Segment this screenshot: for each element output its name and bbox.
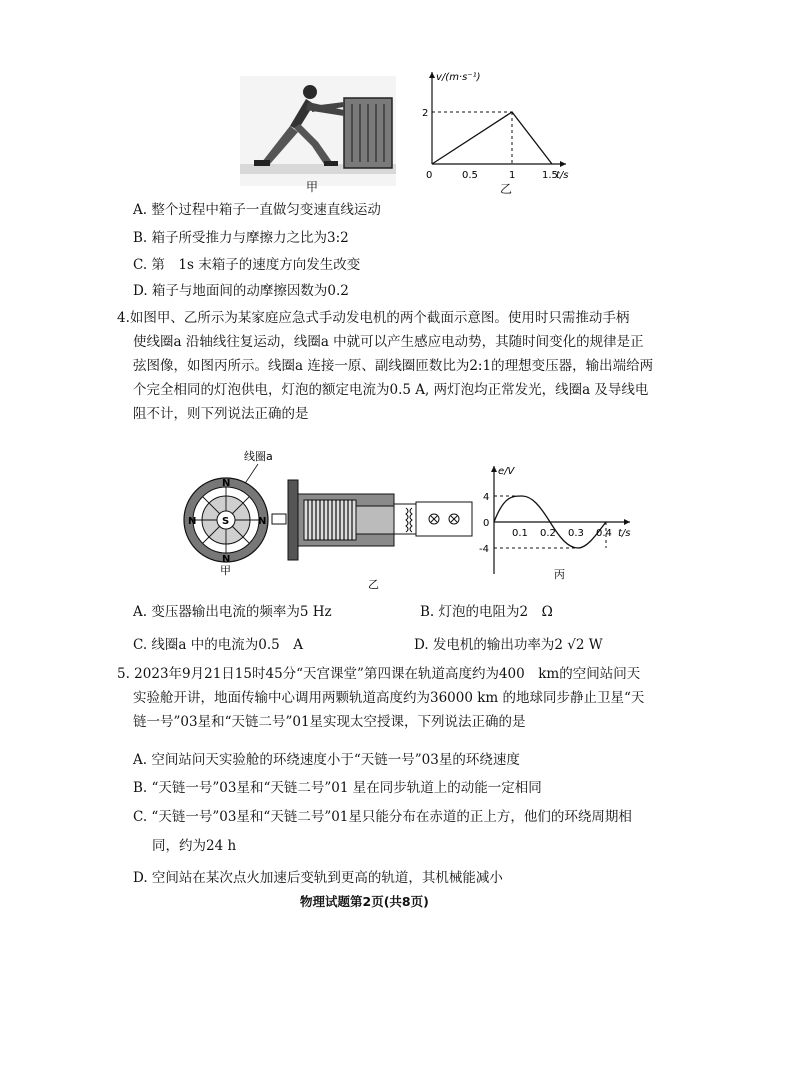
q4-figure-generator [180, 442, 476, 590]
q3-vt-graph [420, 66, 570, 196]
et-xtick-1: 0.1 [512, 528, 528, 539]
q3-option-a: A. 整个过程中箱子一直做匀变速直线运动 [133, 202, 381, 218]
pole-n-right: N [258, 516, 267, 527]
q5-option-a: A. 空间站问天实验舱的环绕速度小于“天链一号”03星的环绕速度 [133, 752, 520, 768]
vt-xtick-3: 1.5 [542, 170, 558, 181]
q3-label-yi: 乙 [500, 182, 513, 196]
q4-option-c: C. 线圈a 中的电流为0.5 A [133, 637, 303, 653]
q5-option-c: C. “天链一号”03星和“天链二号”01星只能分布在赤道的正上方，他们的环绕周期相 [133, 809, 632, 825]
et-xtick-4: 0.4 [596, 528, 612, 539]
vt-xlabel: t/s [556, 170, 569, 181]
q5-stem-line-1: 5. 2023年9月21日15时45分“天宫课堂”第四课在轨道高度约为400 km的空间站问天 [117, 666, 641, 682]
q4-stem [117, 306, 717, 426]
et-ylabel: e/V [498, 466, 515, 477]
q3-option-b: B. 箱子所受推力与摩擦力之比为3:2 [133, 230, 349, 246]
label-jia: 甲 [220, 564, 231, 577]
vt-xtick-0: 0 [426, 170, 433, 181]
q3-option-c: C. 第 1s 末箱子的速度方向发生改变 [133, 257, 361, 273]
q5-option-c-cont: 同，约为24 h [152, 838, 237, 854]
q5-stem [117, 662, 717, 734]
label-yi: 乙 [368, 578, 379, 590]
vt-xtick-1: 0.5 [462, 170, 478, 181]
pole-n-top: N [222, 478, 231, 489]
pole-n-bottom: N [222, 554, 231, 565]
q4-et-graph [476, 462, 636, 582]
q4-option-d: D. 发电机的输出功率为2 √2 W [414, 637, 603, 653]
q4-stem-line-4: 个完全相同的灯泡供电，灯泡的额定电流为0.5 A, 两灯泡均正常发光，线圈a 及导线电 [133, 382, 649, 398]
q3-label-jia: 甲 [306, 180, 319, 194]
q5-option-b: B. “天链一号”03星和“天链二号”01 星在同步轨道上的动能一定相同 [133, 780, 542, 796]
q4-stem-line-2: 使线圈a 沿轴线往复运动，线圈a 中就可以产生感应电动势，其随时间变化的规律是正 [133, 334, 644, 350]
coil-label: 线圈a [244, 450, 273, 463]
q5-option-d: D. 空间站在某次点火加速后变轨到更高的轨道，其机械能减小 [133, 870, 503, 886]
q4-option-a: A. 变压器输出电流的频率为5 Hz [133, 604, 332, 620]
et-xtick-2: 0.2 [540, 528, 556, 539]
vt-xtick-2: 1 [509, 170, 516, 181]
q3-figure-push-box [240, 76, 396, 186]
q4-stem-line-5: 阻不计，则下列说法正确的是 [133, 406, 309, 422]
q4-stem-line-3: 弦图像，如图丙所示。线圈a 连接一原、副线圈匝数比为2:1的理想变压器，输出端给两 [133, 358, 654, 374]
et-ytick-4: 4 [483, 492, 490, 503]
q4-option-b: B. 灯泡的电阻为2 Ω [420, 604, 553, 620]
et-ytick-neg4: -4 [479, 544, 489, 555]
et-xlabel: t/s [618, 528, 631, 539]
vt-ylabel: v/(m·s⁻¹) [436, 72, 481, 83]
et-ytick-0: 0 [483, 518, 490, 529]
pole-n-left: N [188, 516, 197, 527]
vt-ytick: 2 [422, 108, 429, 119]
q4-stem-line-1: 4.如图甲、乙所示为某家庭应急式手动发电机的两个截面示意图。使用时只需推动手柄 [117, 310, 630, 326]
q5-stem-line-2: 实验舱开讲，地面传输中心调用两颗轨道高度约为36000 km 的地球同步静止卫星“天 [133, 690, 645, 706]
et-xtick-3: 0.3 [568, 528, 584, 539]
q5-stem-line-3: 链一号”03星和“天链二号”01星实现太空授课，下列说法正确的是 [133, 714, 526, 730]
q3-option-d: D. 箱子与地面间的动摩擦因数为0.2 [133, 283, 349, 299]
pole-s: S [222, 516, 230, 527]
page-footer: 物理试题第2页(共8页) [300, 894, 429, 909]
label-bing: 丙 [554, 568, 565, 581]
